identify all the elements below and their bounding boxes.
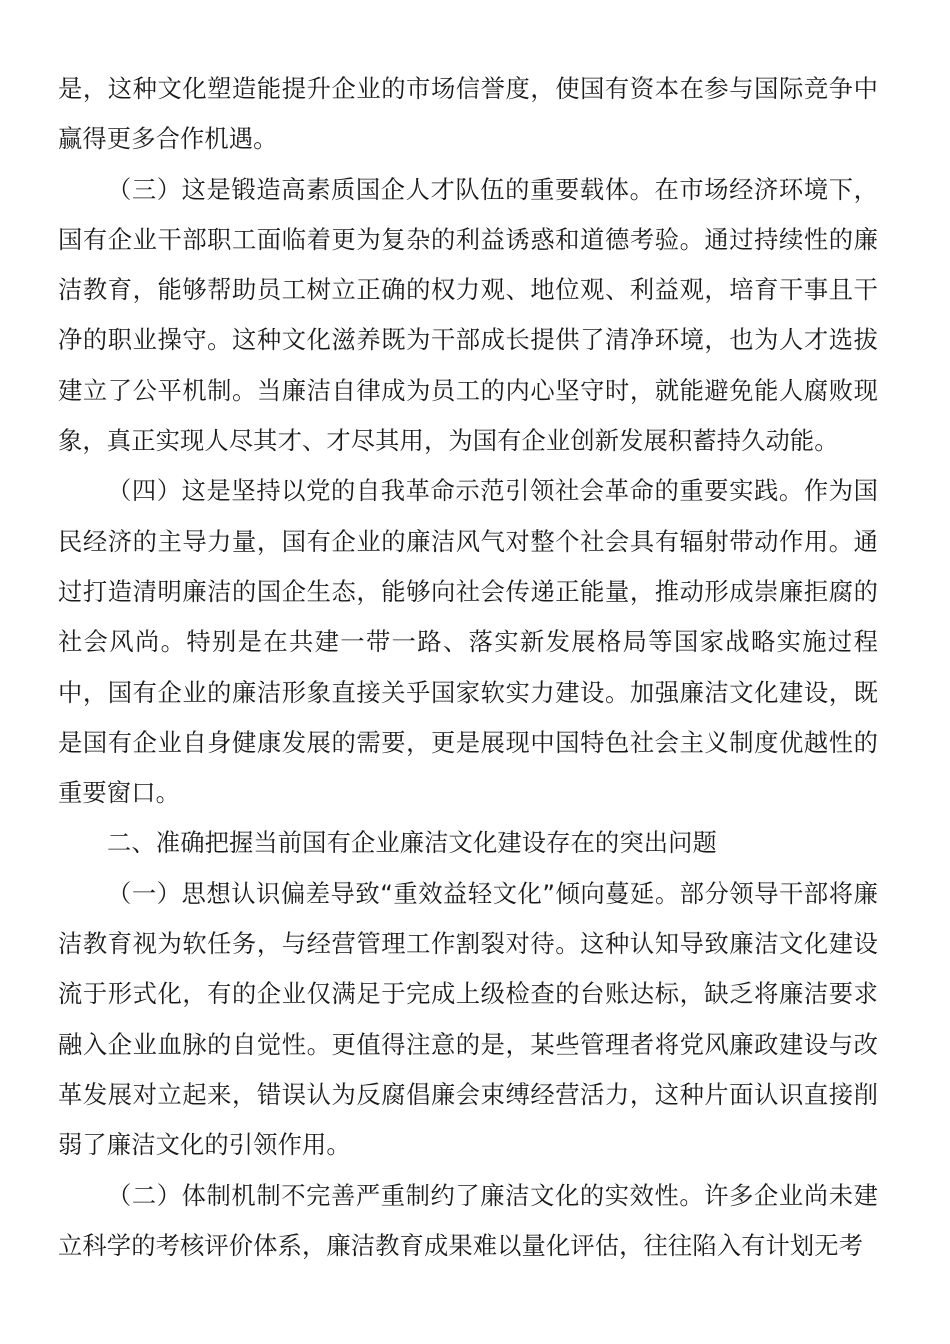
section-heading: 二、准确把握当前国有企业廉洁文化建设存在的突出问题 xyxy=(107,828,717,858)
paragraph-2: （三）这是锻造高素质国企人才队伍的重要载体。在市场经济环境下，国有企业干部职工面临着更为复杂的利益诱惑和道德考验。通过持续性的廉洁教育，能够帮助员工树立正确的权力观、地位观、利益观，培育干事且干净的职业操守。这种文化滋养既为干部成长提供了清净环境，也为人才选拔建立了公平机制。当廉洁自律成为员工的内心坚守时，就能避免能人腐败现象，真正实现人尽其才、才尽其用，为国有企业创新发展积蓄持久动能。 xyxy=(58,174,878,456)
paragraph-5: （二）体制机制不完善严重制约了廉洁文化的实效性。许多企业尚未建立科学的考核评价体系，廉洁教育成果难以量化评估，往往陷入有计划无考 xyxy=(58,1180,878,1260)
paragraph-1: 是，这种文化塑造能提升企业的市场信誉度，使国有资本在参与国际竞争中赢得更多合作机遇。 xyxy=(58,74,878,154)
document-page xyxy=(58,64,878,1271)
paragraph-3: （四）这是坚持以党的自我革命示范引领社会革命的重要实践。作为国民经济的主导力量，国有企业的廉洁风气对整个社会具有辐射带动作用。通过打造清明廉洁的国企生态，能够向社会传递正能量，推动形成崇廉拒腐的社会风尚。特别是在共建一带一路、落实新发展格局等国家战略实施过程中，国有企业的廉洁形象直接关乎国家软实力建设。加强廉洁文化建设，既是国有企业自身健康发展的需要，更是展现中国特色社会主义制度优越性的重要窗口。 xyxy=(58,476,878,808)
paragraph-4: （一）思想认识偏差导致“重效益轻文化”倾向蔓延。部分领导干部将廉洁教育视为软任务，与经营管理工作割裂对待。这种认知导致廉洁文化建设流于形式化，有的企业仅满足于完成上级检查的台账达标，缺乏将廉洁要求融入企业血脉的自觉性。更值得注意的是，某些管理者将党风廉政建设与改革发展对立起来，错误认为反腐倡廉会束缚经营活力，这种片面认识直接削弱了廉洁文化的引领作用。 xyxy=(58,878,878,1160)
